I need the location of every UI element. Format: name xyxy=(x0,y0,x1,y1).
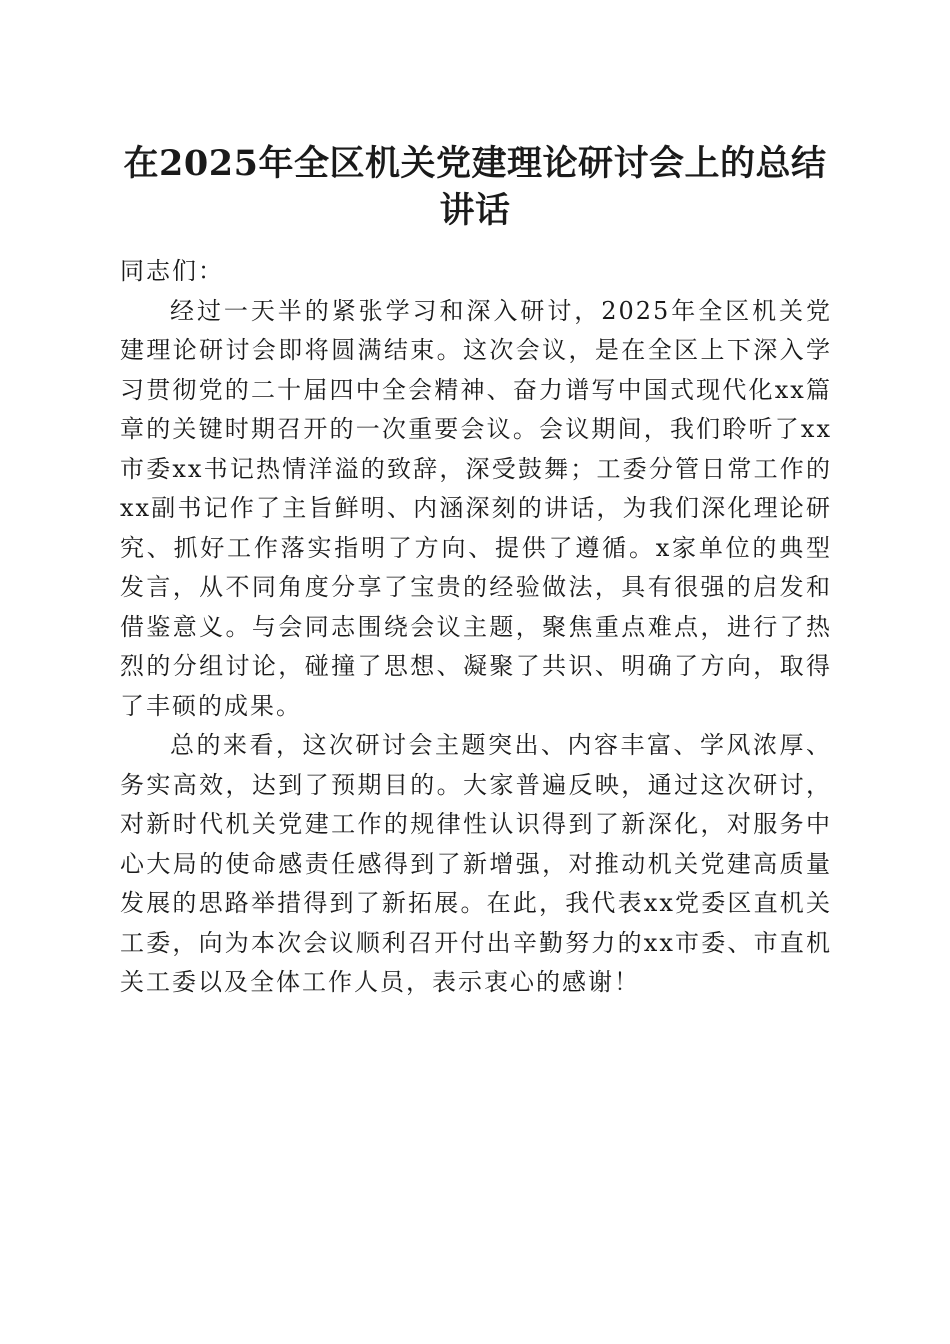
paragraph-2: 总的来看，这次研讨会主题突出、内容丰富、学风浓厚、务实高效，达到了预期目的。大家普遍反映，通过这次研讨，对新时代机关党建工作的规律性认识得到了新深化，对服务中心大局的使命感责任感得到了新增强，对推动机关党建高质量发展的思路举措得到了新拓展。在此，我代表xx党委区直机关工委，向为本次会议顺利召开付出辛勤努力的xx市委、市直机关工委以及全体工作人员，表示衷心的感谢！ xyxy=(120,731,832,996)
document-title xyxy=(110,140,840,234)
salutation: 同志们： xyxy=(120,257,224,285)
document-body xyxy=(120,252,832,1003)
paragraph-1: 经过一天半的紧张学习和深入研讨，2025年全区机关党建理论研讨会即将圆满结束。这次会议，是在全区上下深入学习贯彻党的二十届四中全会精神、奋力谱写中国式现代化xx篇章的关键时期召开的一次重要会议。会议期间，我们聆听了xx市委xx书记热情洋溢的致辞，深受鼓舞；工委分管日常工作的xx副书记作了主旨鲜明、内涵深刻的讲话，为我们深化理论研究、抓好工作落实指明了方向、提供了遵循。x家单位的典型发言，从不同角度分享了宝贵的经验做法，具有很强的启发和借鉴意义。与会同志围绕会议主题，聚焦重点难点，进行了热烈的分组讨论，碰撞了思想、凝聚了共识、明确了方向，取得了丰硕的成果。 xyxy=(120,296,832,720)
title-line-1: 在2025年全区机关党建理论研讨会上的总结 xyxy=(123,143,827,184)
title-line-2: 讲话 xyxy=(439,190,511,231)
